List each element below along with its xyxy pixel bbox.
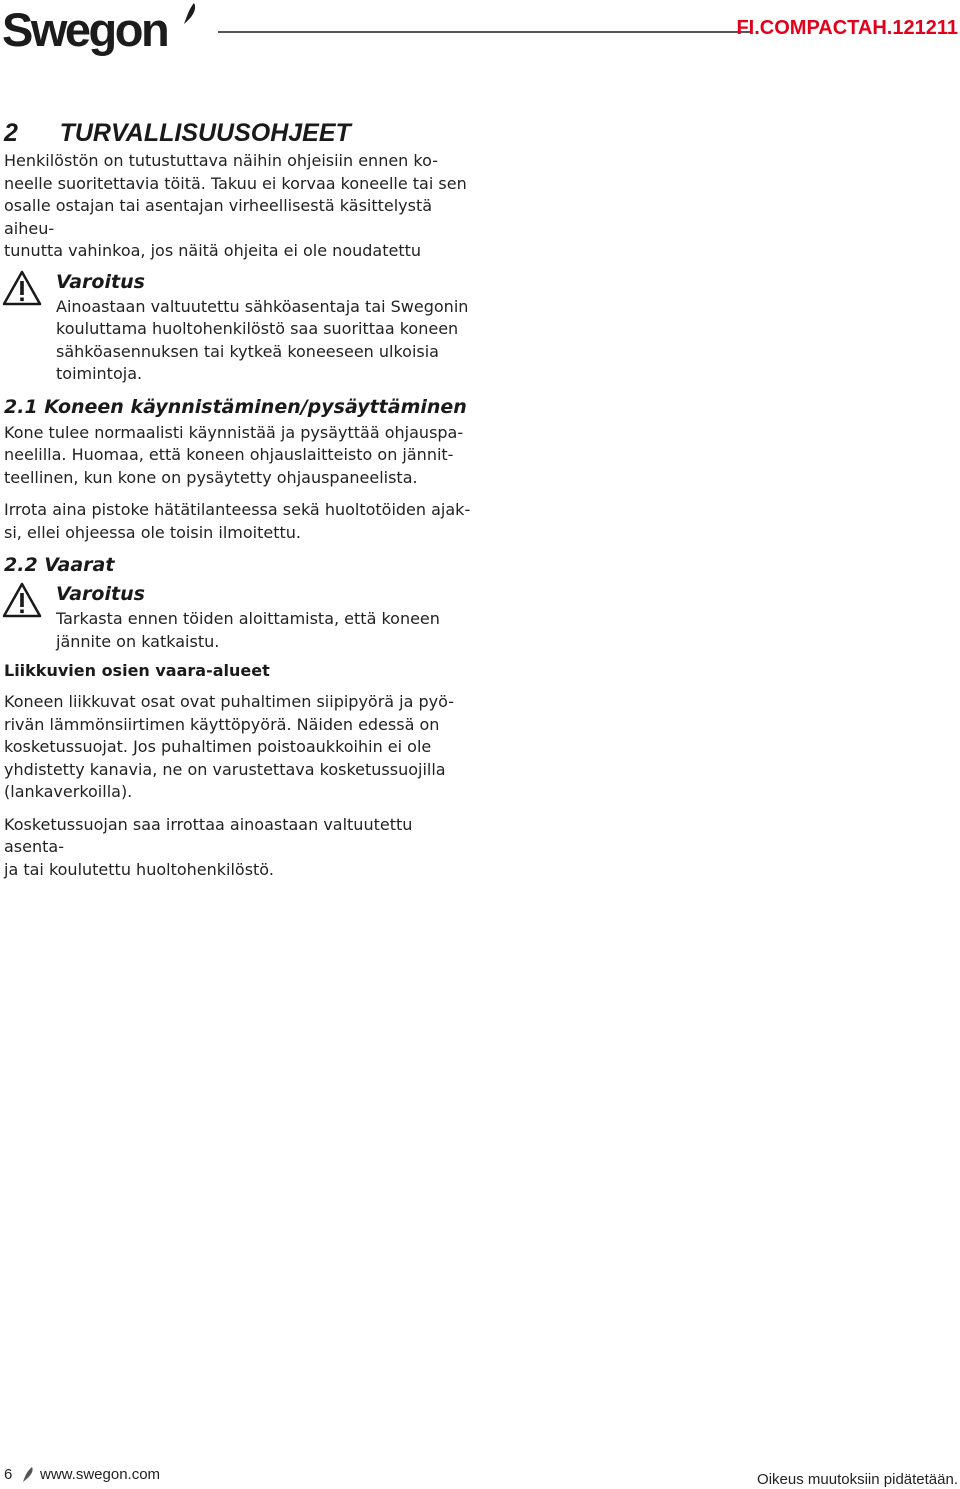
document-code: FI.COMPACTAH.121211 (736, 17, 958, 39)
text-line: ja tai koulutettu huoltohenkilöstö. (4, 859, 274, 879)
text-line: Irrota aina pistoke hätätilanteessa sekä huoltotöiden ajak- (4, 500, 471, 519)
text-line: neelle suoritettavia töitä. Takuu ei korvaa koneelle tai sen (4, 173, 467, 193)
swegon-logo (2, 2, 198, 56)
section-heading: 2 TURVALLISUUSOHJEET (4, 119, 351, 147)
warning-text (56, 608, 474, 653)
subsection-heading: 2.1 Koneen käynnistäminen/pysäyttäminen (4, 395, 467, 418)
page-content (4, 116, 474, 881)
text-line: Ainoastaan valtuutettu sähköasentaja tai Swegonin (56, 296, 469, 316)
text-line: neelilla. Huomaa, että koneen ohjauslaitteisto on jännit- (4, 445, 454, 464)
text-line: kosketussuojat. Jos puhaltimen poistoaukkoihin ei ole (4, 737, 432, 756)
intro-paragraph (4, 150, 474, 263)
text-line: osalle ostajan tai asentajan virheellisestä käsittelystä aiheu- (4, 196, 433, 238)
text-line: sähköasennuksen tai kytkeä koneeseen ulkoisia (56, 341, 439, 361)
text-line: (lankaverkoilla). (4, 782, 133, 801)
warning-title: Varoitus (56, 583, 145, 605)
text-line: toimintoja. (56, 364, 143, 383)
moving-parts-paragraph (4, 691, 474, 804)
text-line: rivän lämmönsiirtimen käyttöpyörä. Näiden edessä on (4, 714, 440, 734)
leaf-icon (178, 2, 198, 26)
warning-triangle-icon (2, 582, 42, 618)
text-line: jännite on katkaistu. (56, 631, 220, 651)
page-number: 6 (4, 1466, 13, 1483)
text-line: Koneen liikkuvat osat ovat puhaltimen siipipyörä ja pyö- (4, 692, 454, 711)
moving-parts-heading: Liikkuvien osien vaara-alueet (4, 661, 270, 680)
text-line: yhdistetty kanavia, ne on varustettava kosketussuojilla (4, 759, 446, 779)
emergency-paragraph (4, 499, 474, 544)
logo-wordmark: Swegon (2, 3, 168, 56)
text-line: tunutta vahinkoa, jos näitä ohjeita ei ole noudatettu (4, 241, 422, 260)
text-line: kouluttama huoltohenkilöstö saa suorittaa koneen (56, 319, 459, 338)
warning-triangle-icon (2, 270, 42, 306)
warning-text (56, 296, 474, 386)
warning-box (4, 580, 474, 653)
text-line: teellinen, kun kone on pysäytetty ohjauspaneelista. (4, 467, 418, 487)
rights-notice: Oikeus muutoksiin pidätetään. (757, 1471, 958, 1488)
text-line: Kosketussuojan saa irrottaa ainoastaan valtuutettu asenta- (4, 814, 413, 856)
subsection-heading: 2.2 Vaarat (4, 554, 115, 576)
leaf-icon (20, 1467, 34, 1482)
warning-box (4, 268, 474, 386)
page-footer (0, 1462, 960, 1489)
text-line: Kone tulee normaalisti käynnistää ja pysäyttää ohjauspa- (4, 422, 464, 442)
header-rule (218, 31, 750, 33)
text-line: si, ellei ohjeessa ole toisin ilmoitettu. (4, 522, 301, 542)
text-line: Tarkasta ennen töiden aloittamista, että koneen (56, 609, 440, 628)
page-header (0, 0, 960, 60)
start-stop-paragraph (4, 422, 474, 490)
guard-removal-paragraph (4, 814, 474, 882)
text-line: Henkilöstön on tutustuttava näihin ohjeisiin ennen ko- (4, 151, 438, 170)
website-link[interactable]: www.swegon.com (40, 1466, 161, 1483)
warning-title: Varoitus (56, 270, 145, 293)
